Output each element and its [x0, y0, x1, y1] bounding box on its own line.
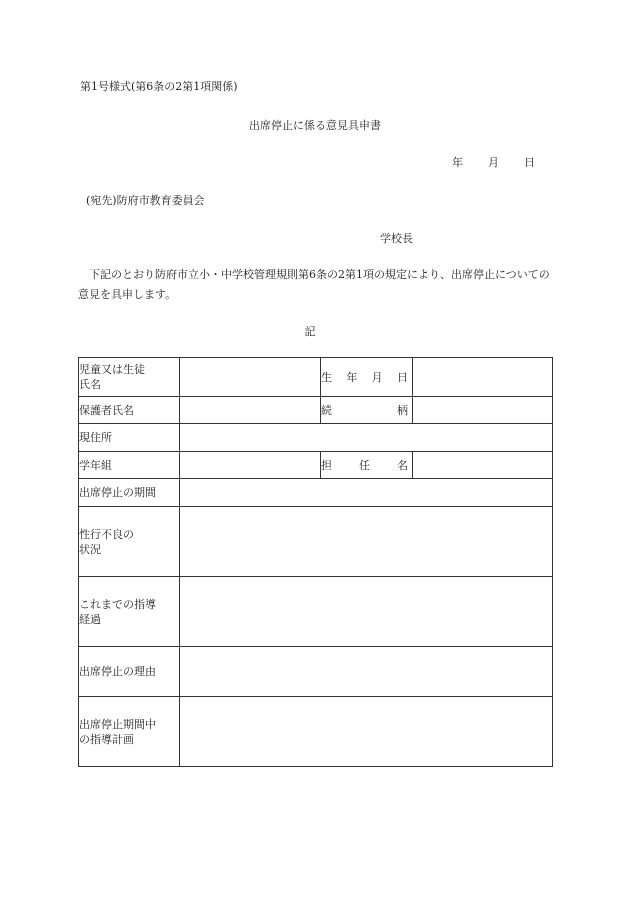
sender-principal: 学校長	[380, 232, 413, 245]
document-title: 出席停止に係る意見具申書	[249, 119, 381, 132]
label-homeroom-teacher: 担 任 名	[321, 452, 413, 479]
label-misconduct: 性行不良の 状況	[79, 507, 180, 577]
form-number: 第1号様式(第6条の2第1項関係)	[80, 80, 238, 93]
field-guardian-name[interactable]	[180, 397, 321, 424]
label-student-name	[79, 358, 180, 397]
label-guardian-name: 保護者氏名	[79, 397, 180, 424]
form-table	[78, 357, 553, 767]
label-suspension-period: 出席停止の期間	[79, 479, 180, 507]
field-grade-class[interactable]	[180, 452, 321, 479]
label-birthdate: 生 年 月 日	[321, 358, 413, 397]
body-text: 下記のとおり防府市立小・中学校管理規則第6条の2第1項の規定により、出席停止についての意見を具申します。	[78, 268, 550, 301]
student-name-line2: 氏名	[79, 378, 101, 391]
label-suspension-reason: 出席停止の理由	[79, 647, 180, 697]
field-relationship[interactable]	[413, 397, 553, 424]
row-grade	[79, 452, 553, 479]
row-misconduct	[79, 507, 553, 577]
row-suspension-reason	[79, 647, 553, 697]
field-homeroom-teacher[interactable]	[413, 452, 553, 479]
label-guidance-history: これまでの指導 経過	[79, 577, 180, 647]
label-guidance-plan: 出席停止期間中 の指導計画	[79, 697, 180, 767]
field-guidance-history[interactable]	[180, 577, 553, 647]
addressee: (宛先)防府市教育委員会	[86, 194, 205, 207]
label-grade-class: 学年組	[79, 452, 180, 479]
field-student-name[interactable]	[180, 358, 321, 397]
row-guardian	[79, 397, 553, 424]
label-address: 現住所	[79, 424, 180, 452]
field-birthdate[interactable]	[413, 358, 553, 397]
row-address	[79, 424, 553, 452]
row-student	[79, 358, 553, 397]
date-month: 月	[488, 156, 499, 169]
date-day: 日	[524, 156, 535, 169]
student-name-line1: 児童又は生徒	[79, 363, 145, 376]
date-line	[452, 156, 535, 170]
field-guidance-plan[interactable]	[180, 697, 553, 767]
field-misconduct[interactable]	[180, 507, 553, 577]
row-suspension-period	[79, 479, 553, 507]
field-address[interactable]	[180, 424, 553, 452]
field-suspension-reason[interactable]	[180, 647, 553, 697]
row-guidance-history	[79, 577, 553, 647]
row-guidance-plan	[79, 697, 553, 767]
field-suspension-period[interactable]	[180, 479, 553, 507]
date-year: 年	[452, 156, 463, 169]
label-relationship: 続 柄	[321, 397, 413, 424]
ki-mark: 記	[304, 325, 316, 338]
